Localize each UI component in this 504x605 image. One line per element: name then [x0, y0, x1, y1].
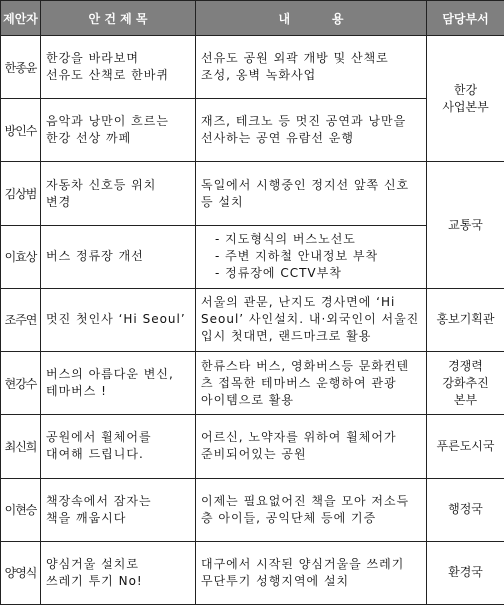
list-item: - 정류장에 CCTV부착 [215, 266, 342, 281]
proposer-cell: 한종윤 [1, 36, 41, 99]
header-row [1, 1, 504, 36]
dept-line: 본부 [453, 392, 478, 407]
dept-line: 사업본부 [442, 99, 489, 114]
proposer-cell: 김상범 [1, 162, 41, 225]
title-line: 공원에서 휠체어를 [46, 430, 152, 445]
dept-cell [427, 288, 504, 351]
title-line: 멋진 첫인사 ‘Hi Seoul’ [46, 312, 186, 327]
content-cell [196, 162, 427, 225]
content-line: 재즈, 테크노 등 멋진 공연과 낭만을 [201, 114, 407, 129]
dept-cell [427, 162, 504, 288]
proposer-cell: 최신희 [1, 415, 41, 478]
list-item: - 주변 지하철 안내정보 부착 [215, 249, 379, 264]
title-cell [41, 36, 196, 99]
dept-cell [427, 415, 504, 478]
header-dept: 담당부서 [427, 1, 504, 36]
title-line: 테마버스 ! [46, 384, 107, 399]
list-item: - 지도형식의 버스노선도 [215, 232, 356, 247]
title-cell [41, 99, 196, 162]
table-row [1, 162, 504, 225]
title-line: 책을 깨웁시다 [46, 510, 127, 525]
table-row [1, 478, 504, 541]
proposer-cell: 양영식 [1, 541, 41, 604]
table-row [1, 415, 504, 478]
dept-line: 경쟁력 [448, 358, 483, 373]
proposer-cell: 이효상 [1, 225, 41, 288]
proposer-cell: 조주연 [1, 288, 41, 351]
dept-cell [427, 352, 504, 415]
content-cell [196, 288, 427, 351]
content-cell [196, 478, 427, 541]
content-cell [196, 352, 427, 415]
content-cell [196, 36, 427, 99]
proposer-cell: 현강수 [1, 352, 41, 415]
dept-line: 홍보기획관 [436, 312, 495, 327]
title-line: 한강 선상 까페 [46, 131, 132, 146]
content-line: 선사하는 공연 유람선 운행 [201, 131, 354, 146]
content-cell [196, 225, 427, 288]
content-line: 한류스타 버스, 영화버스등 문화컨텐 [201, 358, 410, 373]
header-proposer: 제안자 [1, 1, 41, 36]
header-content [196, 1, 427, 36]
title-line: 변경 [46, 194, 72, 209]
title-cell [41, 162, 196, 225]
dept-line: 푸른도시국 [436, 438, 495, 453]
title-cell [41, 478, 196, 541]
content-line: 선유도 공원 외곽 개방 및 산책로 [201, 51, 389, 66]
dept-line: 환경국 [448, 565, 483, 580]
content-line: 조성, 옹벽 녹화사업 [201, 68, 317, 83]
content-line: 층 아이들, 공익단체 등에 기증 [201, 510, 377, 525]
header-content-label: 내 용 [278, 11, 344, 26]
title-line: 쓰레기 투기 No! [46, 573, 143, 588]
title-cell [41, 415, 196, 478]
content-line: 이제는 필요없어진 책을 모아 저소득 [201, 493, 410, 508]
dept-line: 교통국 [448, 217, 483, 232]
content-cell [196, 415, 427, 478]
content-cell [196, 99, 427, 162]
title-line: 책장속에서 잠자는 [46, 493, 152, 508]
title-cell [41, 288, 196, 351]
table-row [1, 36, 504, 99]
dept-cell [427, 541, 504, 604]
title-line: 음악과 낭만이 흐르는 [46, 114, 169, 129]
content-line: 서울의 관문, 난지도 경사면에 ‘Hi [201, 295, 396, 310]
content-line: 어르신, 노약자를 위하여 휠체어가 [201, 430, 397, 445]
dept-cell [427, 36, 504, 162]
content-line: 아이템으로 활용 [201, 392, 294, 407]
content-cell [196, 541, 427, 604]
content-line: 입시 첫대면, 랜드마크로 활용 [201, 329, 372, 344]
title-line: 대여해 드립니다. [46, 447, 144, 462]
title-line: 양심거울 설치로 [46, 556, 139, 571]
content-line: 준비되어있는 공원 [201, 447, 307, 462]
table-row [1, 541, 504, 604]
content-line: 등 설치 [201, 194, 244, 209]
dept-line: 행정국 [448, 502, 483, 517]
table-row [1, 352, 504, 415]
content-bullet-list [201, 231, 422, 282]
content-line: Seoul’ 사인설치. 내·외국인이 서울진 [201, 312, 420, 327]
title-line: 한강을 바라보며 [46, 51, 139, 66]
title-line: 버스의 아름다운 변신, [46, 367, 174, 382]
dept-cell [427, 478, 504, 541]
title-cell [41, 352, 196, 415]
content-line: 무단투기 성행지역에 설치 [201, 573, 350, 588]
title-line: 선유도 산책로 한바퀴 [46, 68, 169, 83]
title-line: 자동차 신호등 위치 [46, 177, 157, 192]
title-cell [41, 541, 196, 604]
proposer-cell: 이현승 [1, 478, 41, 541]
dept-line: 한강 [453, 82, 478, 97]
content-line: 츠 접목한 테마버스 운행하여 관광 [201, 375, 397, 390]
content-line: 대구에서 시작된 양심거울을 쓰레기 [201, 556, 405, 571]
table-row [1, 288, 504, 351]
header-title: 안 건 제 목 [41, 1, 196, 36]
dept-line: 강화추진 [442, 375, 489, 390]
title-cell [41, 225, 196, 288]
content-line: 독일에서 시행중인 정지선 앞쪽 신호 [201, 177, 410, 192]
proposer-cell: 방인수 [1, 99, 41, 162]
title-line: 버스 정류장 개선 [46, 249, 144, 264]
